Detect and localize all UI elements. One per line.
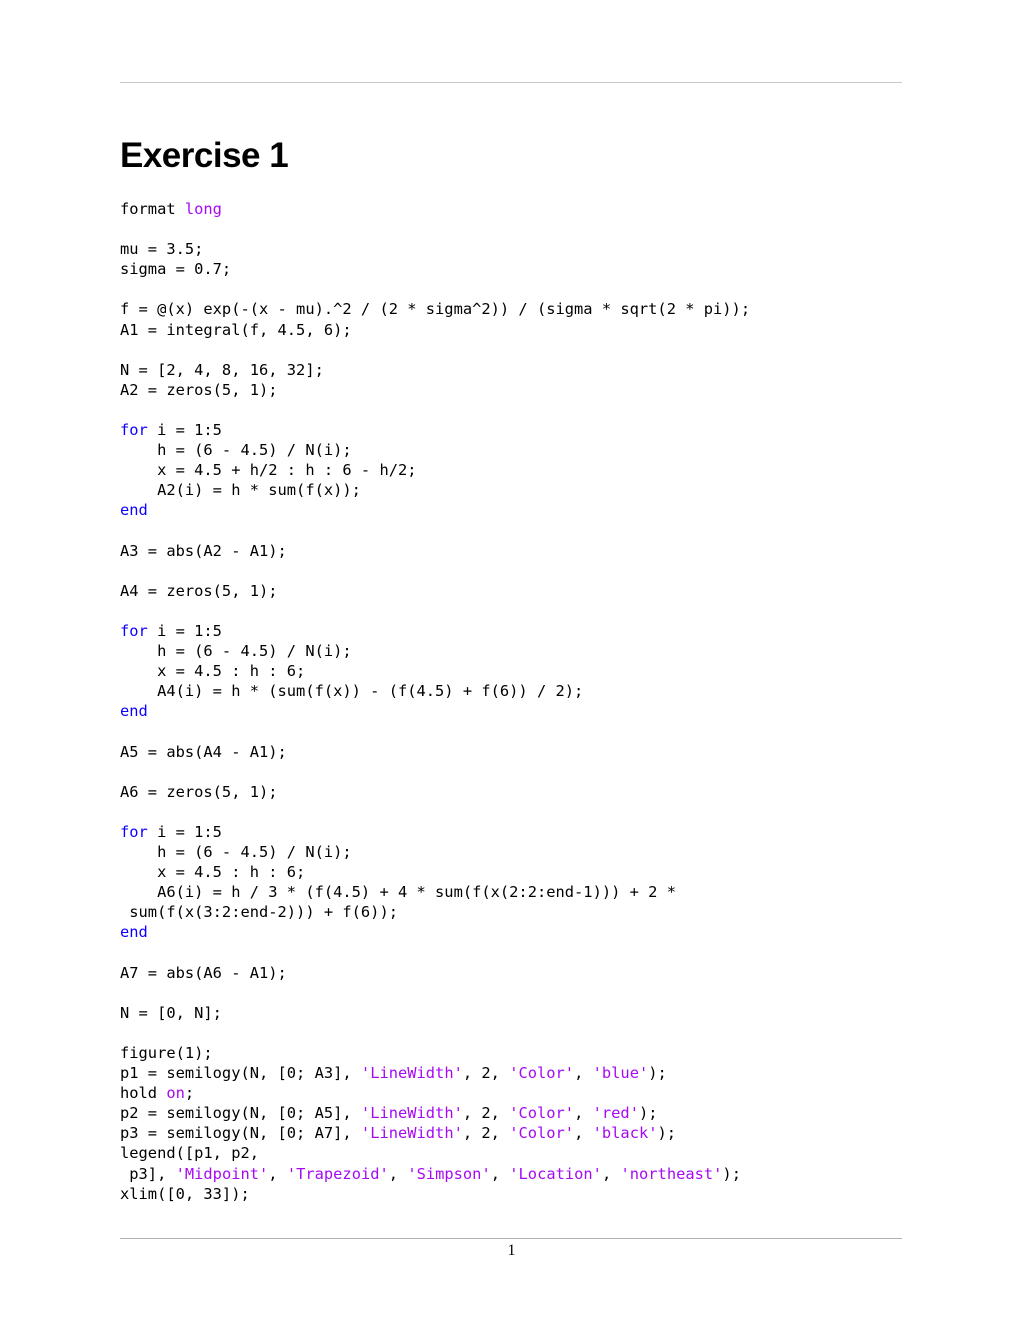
code-text: i = 1:5	[147, 822, 222, 841]
code-text: A6(i) = h / 3 * (f(4.5) + 4 * sum(f(x(2:2:end-1))) + 2 *	[120, 883, 676, 902]
code-line	[120, 440, 910, 460]
code-text: A2(i) = h * sum(f(x));	[120, 481, 361, 500]
code-keyword: end	[120, 702, 148, 721]
code-line	[120, 561, 910, 581]
code-text: A4(i) = h * (sum(f(x)) - (f(4.5) + f(6)) / 2);	[120, 682, 584, 701]
code-text: f = @(x) exp(-(x - mu).^2 / (2 * sigma^2)) / (sigma * sqrt(2 * pi));	[120, 300, 751, 319]
page-title: Exercise 1	[120, 136, 289, 175]
code-text: ,	[574, 1064, 593, 1083]
code-text: x = 4.5 + h/2 : h : 6 - h/2;	[120, 461, 417, 480]
code-text: ,	[490, 1164, 510, 1183]
code-line	[120, 420, 910, 440]
code-text: hold	[120, 1084, 167, 1103]
code-text: ,	[601, 1164, 621, 1183]
code-line	[120, 1123, 910, 1143]
code-text: figure(1);	[120, 1043, 213, 1062]
code-text: legend([p1, p2,	[120, 1144, 259, 1163]
code-text: ,	[574, 1104, 593, 1123]
code-line	[120, 1003, 910, 1023]
code-string: 'LineWidth'	[360, 1124, 463, 1143]
code-line	[120, 782, 910, 802]
code-text: );	[648, 1064, 667, 1083]
code-string: 'Color'	[509, 1064, 575, 1083]
code-text: , 2,	[462, 1124, 510, 1143]
code-block	[120, 199, 910, 1204]
code-string: 'Location'	[509, 1164, 602, 1183]
code-string: 'Color'	[509, 1104, 575, 1123]
code-text: ,	[574, 1124, 593, 1143]
code-line	[120, 621, 910, 641]
code-text: i = 1:5	[147, 421, 222, 440]
code-line	[120, 521, 910, 541]
code-string: on	[166, 1084, 185, 1103]
code-keyword: for	[120, 822, 148, 841]
code-text: sum(f(x(3:2:end-2))) + f(6));	[120, 903, 398, 922]
code-line	[120, 762, 910, 782]
code-text: format	[120, 200, 185, 218]
code-string: 'Color'	[509, 1124, 575, 1143]
code-line	[120, 259, 910, 279]
code-string: 'Midpoint'	[175, 1164, 269, 1183]
code-keyword: for	[120, 621, 148, 640]
code-string: 'LineWidth'	[360, 1064, 463, 1083]
code-text: A5 = abs(A4 - A1);	[120, 742, 287, 761]
code-line	[120, 701, 910, 721]
code-line	[120, 380, 910, 400]
code-line	[120, 963, 910, 983]
code-line	[120, 1164, 910, 1184]
code-line	[120, 541, 910, 561]
code-line	[120, 219, 910, 239]
code-line	[120, 500, 910, 520]
code-text: ,	[388, 1164, 408, 1183]
code-text: p3 = semilogy(N, [0; A7],	[120, 1124, 361, 1143]
code-line	[120, 1103, 910, 1123]
code-text: h = (6 - 4.5) / N(i);	[120, 441, 352, 460]
code-text: h = (6 - 4.5) / N(i);	[120, 642, 352, 661]
code-text: A6 = zeros(5, 1);	[120, 782, 278, 801]
code-text: mu = 3.5;	[120, 240, 204, 259]
code-string: 'northeast'	[620, 1164, 723, 1183]
code-text: );	[722, 1164, 741, 1183]
code-string: long	[184, 200, 222, 218]
code-line	[120, 721, 910, 741]
code-text: p2 = semilogy(N, [0; A5],	[120, 1104, 361, 1123]
code-string: 'blue'	[592, 1064, 649, 1083]
code-string: 'Simpson'	[407, 1164, 491, 1183]
code-line	[120, 983, 910, 1003]
code-line	[120, 199, 910, 219]
code-line	[120, 400, 910, 420]
code-line	[120, 581, 910, 601]
code-text: xlim([0, 33]);	[120, 1184, 250, 1203]
code-line	[120, 681, 910, 701]
code-line	[120, 360, 910, 380]
code-text: );	[657, 1124, 677, 1143]
code-text: , 2,	[462, 1064, 510, 1083]
page-number: 1	[507, 1242, 516, 1259]
code-line	[120, 862, 910, 882]
code-string: 'black'	[592, 1124, 658, 1143]
code-string: 'Trapezoid'	[286, 1164, 389, 1183]
code-line	[120, 922, 910, 942]
code-line	[120, 299, 910, 319]
code-text: i = 1:5	[147, 621, 222, 640]
code-text: N = [2, 4, 8, 16, 32];	[120, 360, 324, 379]
code-text: x = 4.5 : h : 6;	[120, 863, 306, 882]
code-text: A2 = zeros(5, 1);	[120, 380, 278, 399]
footer-divider	[120, 1238, 902, 1239]
code-text: , 2,	[462, 1104, 510, 1123]
code-line	[120, 460, 910, 480]
code-text: N = [0, N];	[120, 1003, 222, 1022]
code-text: A1 = integral(f, 4.5, 6);	[120, 320, 352, 339]
code-string: 'red'	[592, 1104, 639, 1123]
code-line	[120, 942, 910, 962]
code-line	[120, 1023, 910, 1043]
code-text: p3],	[120, 1164, 176, 1183]
code-line	[120, 742, 910, 762]
code-line	[120, 1063, 910, 1083]
code-line	[120, 239, 910, 259]
code-line	[120, 802, 910, 822]
code-line	[120, 340, 910, 360]
code-line	[120, 902, 910, 922]
code-text: ;	[184, 1084, 195, 1103]
code-text: );	[638, 1104, 658, 1123]
code-line	[120, 882, 910, 902]
code-line	[120, 480, 910, 500]
code-text: ,	[268, 1164, 287, 1183]
code-string: 'LineWidth'	[360, 1104, 463, 1123]
code-line	[120, 661, 910, 681]
code-line	[120, 641, 910, 661]
code-line	[120, 1043, 910, 1063]
code-line	[120, 1143, 910, 1163]
code-line	[120, 842, 910, 862]
code-text: A7 = abs(A6 - A1);	[120, 963, 287, 982]
code-text: A4 = zeros(5, 1);	[120, 581, 278, 600]
top-divider	[120, 82, 902, 83]
code-line	[120, 320, 910, 340]
code-keyword: end	[120, 501, 148, 520]
code-text: x = 4.5 : h : 6;	[120, 662, 306, 681]
code-line	[120, 601, 910, 621]
code-keyword: end	[120, 923, 148, 942]
code-line	[120, 822, 910, 842]
code-keyword: for	[120, 421, 148, 440]
code-text: sigma = 0.7;	[120, 260, 232, 279]
code-text: h = (6 - 4.5) / N(i);	[120, 843, 352, 861]
code-line	[120, 1184, 910, 1204]
code-text: A3 = abs(A2 - A1);	[120, 541, 287, 560]
code-text: p1 = semilogy(N, [0; A3],	[120, 1064, 361, 1083]
code-line	[120, 1083, 910, 1103]
code-line	[120, 279, 910, 299]
